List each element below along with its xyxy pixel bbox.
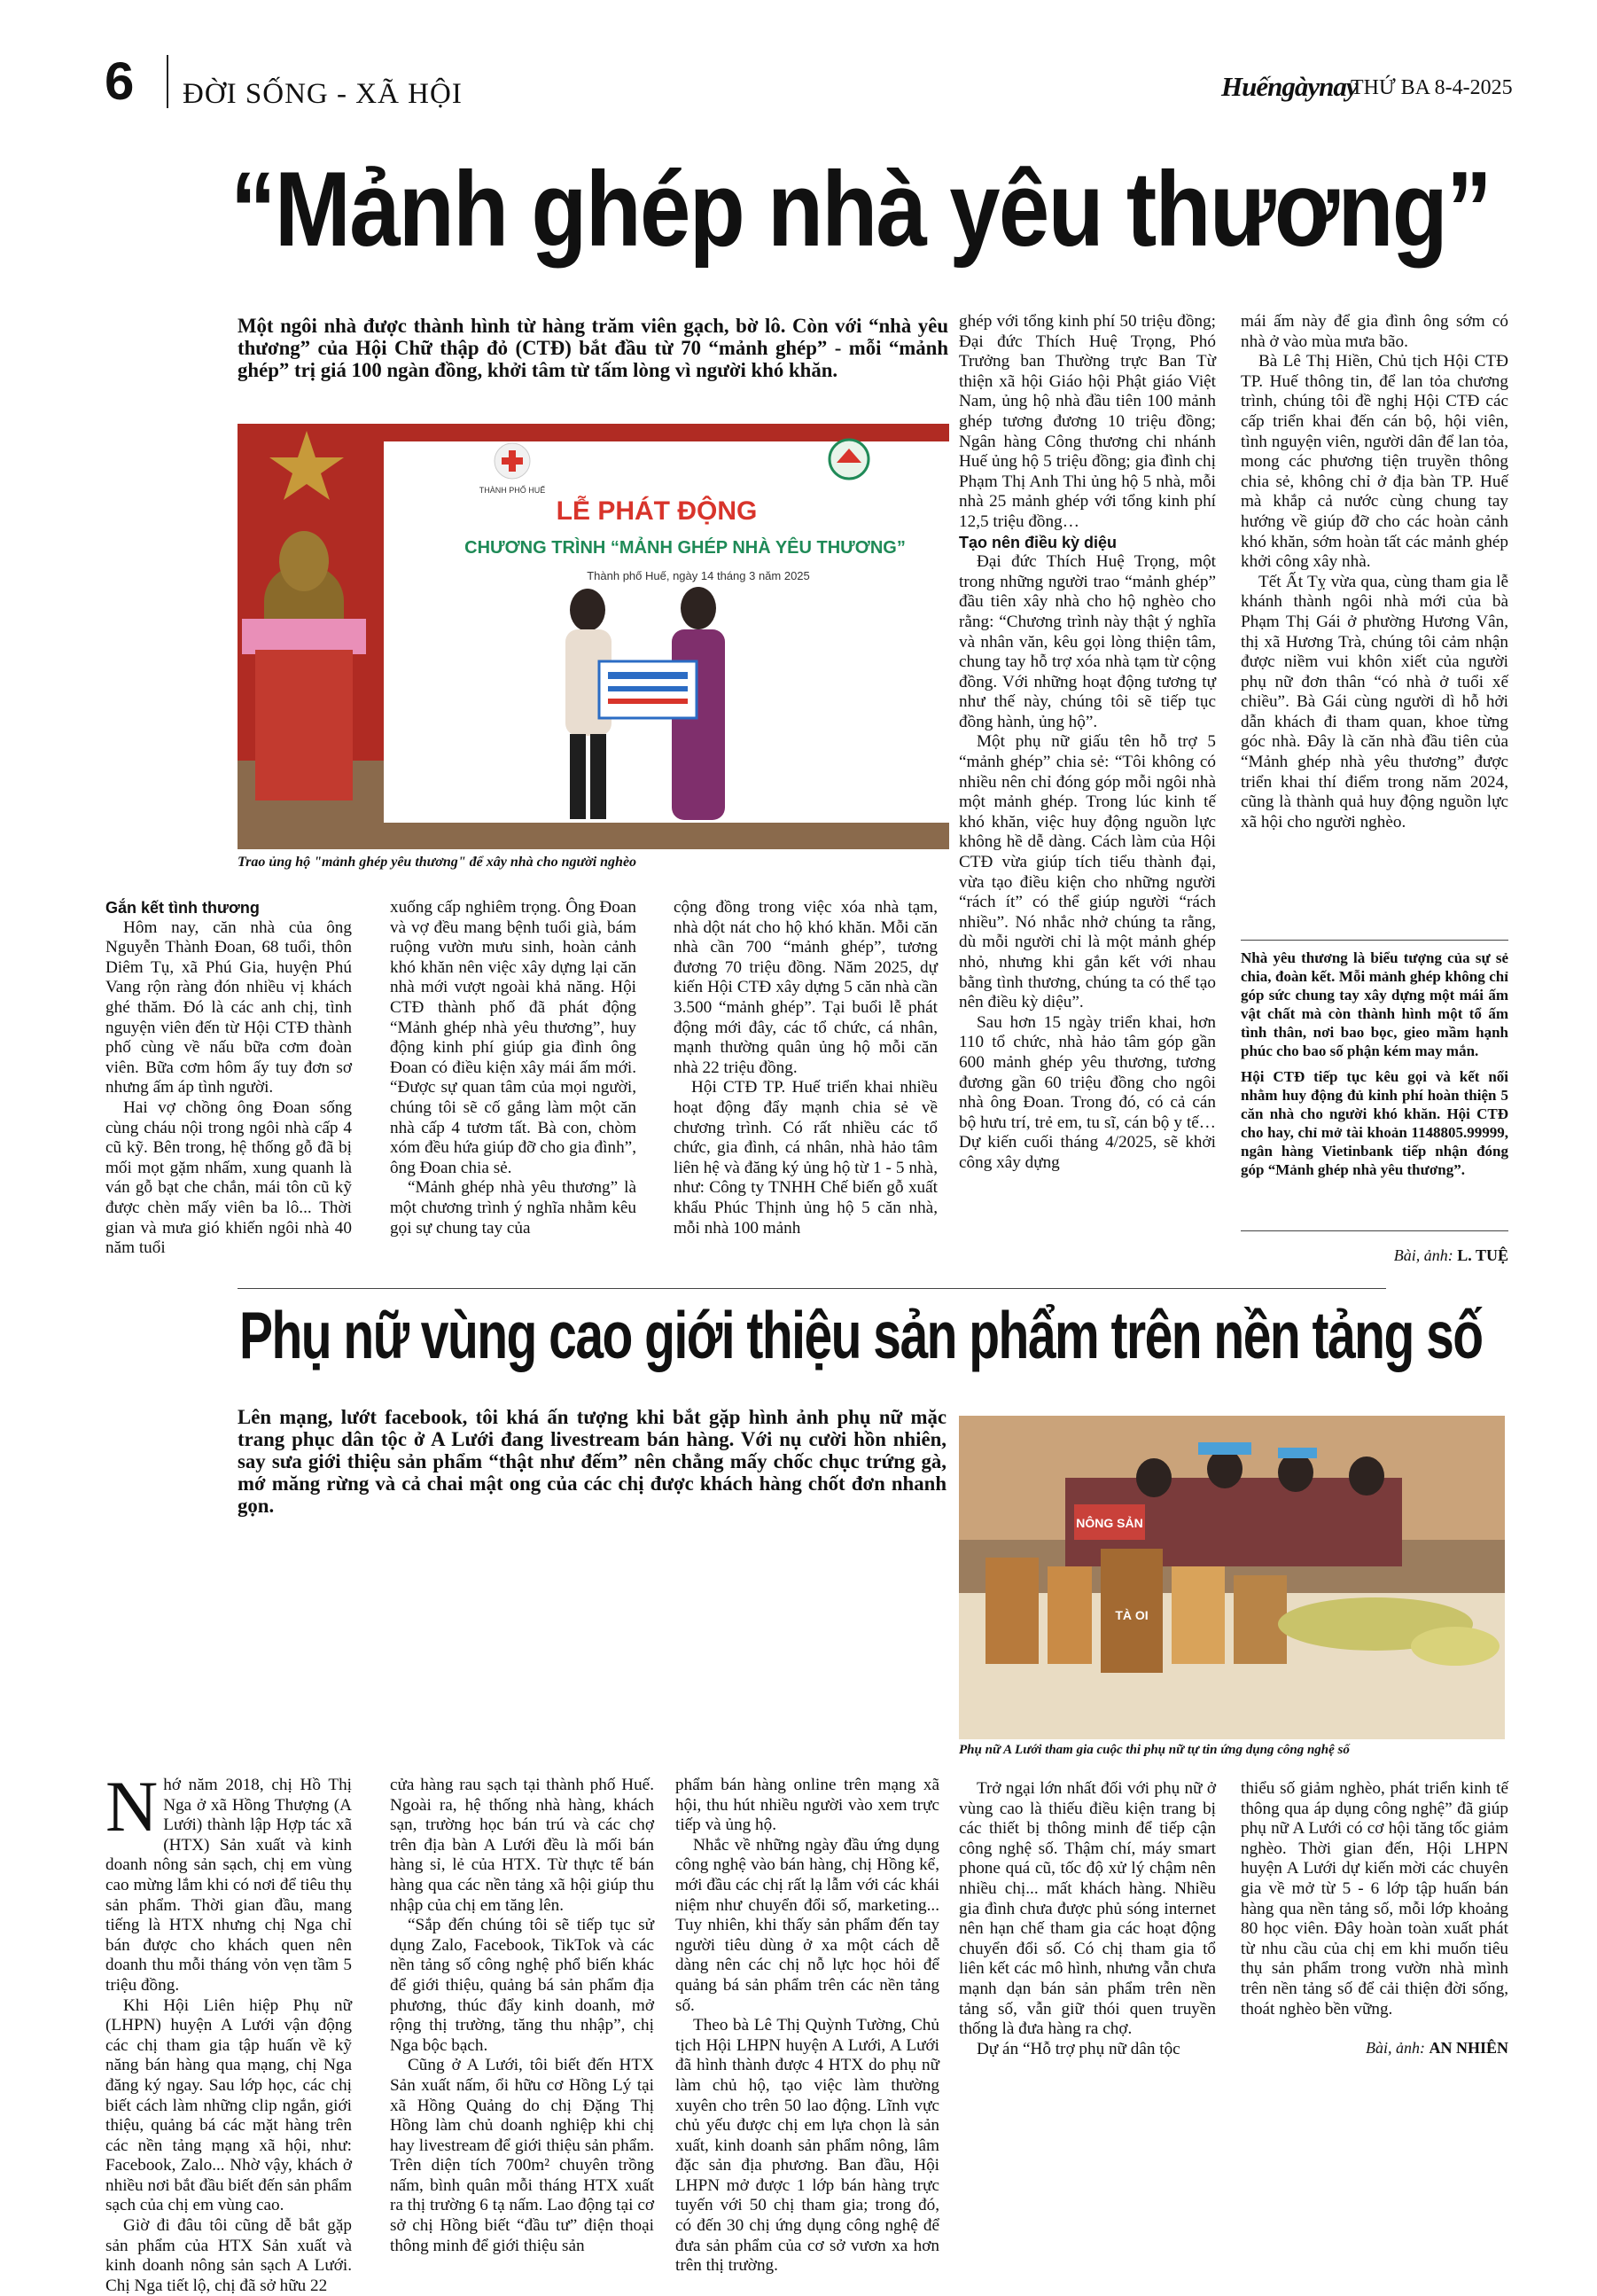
article2-photo bbox=[959, 1416, 1505, 1739]
paragraph: Tết Ất Tỵ vừa qua, cùng tham gia lễ khánh thành ngôi nhà mới của bà Phạm Thị Gái ở phường Hương Vân, thị xã Hương Trà, chúng tôi cảm nhận được niềm vui khôn xiết của người phụ nữ đơn thân “có nhà ở tuổi xế chiều”. Bà Gái cùng người dì hỗ hởi dẫn khách đi tham quan, khoe từng góc nhà. Đây là căn nhà đầu tiên của “Mảnh ghép nhà yêu thương” được triển khai thí điểm trong năm 2024, cũng là thành quả huy động nguồn lực xã hội cho người nghèo. bbox=[1241, 572, 1508, 832]
paragraph: Sau hơn 15 ngày triển khai, hơn 110 tổ chức, nhà hảo tâm góp gần 600 mảnh ghép yêu thương, tương đương gần 60 triệu đồng cho ngôi nhà ông Đoan. Trong đó, có cả cán bộ hưu trí, trẻ em, tu sĩ, cán bộ y tế… Dự kiến cuối tháng 4/2025, sẽ khởi công xây dựng bbox=[959, 1012, 1216, 1172]
booth-sign: NÔNG SẢN bbox=[1076, 1516, 1143, 1530]
article2-title: Phụ nữ vùng cao giới thiệu sản phẩm trên nền tảng số bbox=[239, 1298, 1483, 1372]
issue-date: THỨ BA 8-4-2025 bbox=[1351, 76, 1513, 99]
paragraph: Nhắc về những ngày đầu ứng dụng công nghệ vào bán hàng, chị Hồng kể, mới đầu các chị rất lạ lẫm với các khái niệm như chuyển đổi số, marketing... Tuy nhiên, khi thấy sản phẩm đến tay người tiêu dùng ở xa một cách dễ dàng nên các chị nỗ lực học hỏi để quảng bá sản phẩm trên các nền tảng số. bbox=[675, 1835, 939, 2015]
banner-logo-text: THÀNH PHỐ HUẾ bbox=[479, 486, 546, 495]
paragraph: Hôm nay, căn nhà của ông Nguyễn Thành Đoan, 68 tuổi, thôn Diêm Tụ, xã Phú Gia, huyện Phú Vang rộn ràng đón nhiều vị khách ghé thăm. Đó là các anh chị, tình nguyện viên đến từ Hội CTĐ thành phố cùng về nấu bữa cơm đoàn viên. Bữa cơm hôm ấy tuy đơn sơ nhưng ấm áp tình người. bbox=[105, 918, 352, 1097]
article2-column-2 bbox=[390, 1776, 654, 2256]
paragraph: Hai vợ chồng ông Đoan sống cùng cháu nội trong ngôi nhà cấp 4 cũ kỹ. Bên trong, hệ thống gỗ đã bị mối mọt gặm nhấm, xung quanh là ván gỗ bạt che chắn, mái tôn cũ kỹ được chèn mấy viên ba lô... Thời gian và mưa gió khiến ngôi nhà 40 năm tuổi bbox=[105, 1097, 352, 1258]
article2-byline: Bài, ảnh: AN NHIÊN bbox=[1365, 2039, 1508, 2057]
article1-column-1 bbox=[105, 898, 352, 1259]
paragraph: Bà Lê Thị Hiền, Chủ tịch Hội CTĐ TP. Huế thông tin, để lan tỏa chương trình, chúng tôi đề nghị Hội CTĐ các cấp triển khai đến cán bộ, hội viên, tình nguyện viên, người dân để lan tỏa, mong các phương tiện truyền thông chia sẻ, không chỉ ở địa bàn TP. Huế mà khắp cả nước cùng chung tay hướng về giúp đỡ cho các hoàn cảnh khó khăn, sớm hoàn tất các mảnh ghép khởi công xây nhà. bbox=[1241, 352, 1508, 572]
note-paragraph: Hội CTĐ tiếp tục kêu gọi và kết nối nhằm huy động đủ kinh phí hoàn thiện 5 căn nhà cho người khó khăn. Hội CTĐ cho hay, chỉ mở tài khoản 1148805.99999, ngân hàng Vietinbank tiếp nhận đóng góp “Mảnh ghép nhà yêu thương”. bbox=[1241, 1068, 1508, 1178]
article1-byline: Bài, ảnh: L. TUỆ bbox=[1393, 1246, 1508, 1264]
paragraph: cửa hàng rau sạch tại thành phố Huế. Ngoài ra, hệ thống nhà hàng, khách sạn, trường học bán trú và các chợ trên địa bàn A Lưới đều là mối bán hàng sỉ, lẻ của HTX. Từ thực tế bán hàng qua các nền tảng xã hội giúp thu nhập của chị em tăng lên. bbox=[390, 1776, 654, 1915]
paragraph: cộng đồng trong việc xóa nhà tạm, nhà dột nát cho hộ khó khăn. Mỗi căn nhà cần 700 “mảnh ghép”, tương đương 70 triệu đồng. Năm 2025, dự kiến Hội CTĐ xây dựng 5 căn nhà cần 3.500 “mảnh ghép”. Tại buổi lễ phát động mới đây, các tổ chức, cá nhân, mạnh thường quân ủng hộ mỗi căn nhà 22 triệu đồng. bbox=[674, 898, 938, 1077]
article2-lead: Lên mạng, lướt facebook, tôi khá ấn tượng khi bắt gặp hình ảnh phụ nữ mặc trang phục dân tộc ở A Lưới đang livestream bán hàng. Với nụ cười hồn nhiên, say sưa giới thiệu sản phẩm “thật như đếm” nên chẳng mấy chốc chục trứng gà, mớ măng rừng và cả chai mật ong của các chị được khách hàng chốt đơn nhanh gọn. bbox=[238, 1406, 947, 1517]
note-divider bbox=[1241, 940, 1508, 941]
article1-column-2 bbox=[390, 898, 636, 1238]
paragraph: thiểu số giảm nghèo, phát triển kinh tế thông qua áp dụng công nghệ” đã giúp phụ nữ A Lưới có cơ hội tăng tốc giảm nghèo. Thời gian đến, Hội LHPN huyện A Lưới dự kiến mời các chuyên gia về mở từ 5 - 6 lớp tập huấn bán hàng qua nền tảng số, mỗi lớp khoảng 80 học viên. Đây hoàn toàn xuất phát từ nhu cầu của chị em khi muốn tiêu thụ sản phẩm trong vườn nhà mình trên nền tảng số để cải thiện đời sống, thoát nghèo bền vững. bbox=[1241, 1779, 1508, 2019]
paragraph: Một phụ nữ giấu tên hỗ trợ 5 “mảnh ghép” chia sẻ: “Tôi không có nhiều nên chỉ đóng góp mỗi ngôi nhà một mảnh ghép. Trong lúc kinh tế khó khăn, việc huy động nguồn lực không hề dễ dàng. Cách làm của Hội CTĐ vừa giúp tích tiểu thành đại, vừa tạo điều kiện cho những người “rách ít” có thể giúp người “rách nhiều”. Nó nhắc nhở chúng ta rằng, dù mỗi người chỉ là một mảnh ghép nhỏ, nhưng khi gắn kết với nhau bằng tình thương, chúng ta có thể tạo nên điều kỳ diệu”. bbox=[959, 732, 1216, 1012]
paragraph: Theo bà Lê Thị Quỳnh Tường, Chủ tịch Hội LHPN huyện A Lưới, A Lưới đã hình thành được 4 HTX do phụ nữ làm chủ hộ, tạo việc làm thường xuyên cho trên 50 lao động. Lĩnh vực chủ yếu được chị em lựa chọn là sản xuất, kinh doanh sản phẩm nông, lâm đặc sản địa phương. Ban đầu, Hội LHPN mở được 1 lớp bán hàng trực tuyến với 50 chị tham gia; trong đó, có đến 30 chị ứng dụng công nghệ để đưa sản phẩm của cơ sở vươn xa hơn trên thị trường. bbox=[675, 2016, 939, 2276]
paragraph: Cũng ở A Lưới, tôi biết đến HTX Sản xuất nấm, ổi hữu cơ Hồng Lý tại xã Hồng Quảng do chị Đặng Thị Hồng làm chủ doanh nghiệp khi chị hay livestream để giới thiệu sản phẩm. Trên diện tích 700m² chuyên trồng nấm, bình quân mỗi tháng HTX xuất ra thị trường 6 tạ nấm. Lao động tại cơ sở chị Hồng biết “đầu tư” điện thoại thông minh để giới thiệu sản bbox=[390, 2056, 654, 2255]
paragraph: Trở ngại lớn nhất đối với phụ nữ ở vùng cao là thiếu điều kiện trang bị các thiết bị thông minh để tiếp cận công nghệ số. Thậm chí, máy smart phone quá cũ, tốc độ xử lý chậm nên nhiều chị... mất khách hàng. Nhiều gia đình chưa được phủ sóng internet nên hạn chế tham gia các hoạt động chuyển đổi số. Có chị tham gia tổ liên kết các mô hình, nhưng vẫn chưa mạnh dạn bán sản phẩm trên nền tảng số, vẫn giữ thói quen truyền thống là đưa hàng ra chợ. bbox=[959, 1779, 1216, 2039]
article1-column-5 bbox=[1241, 312, 1508, 832]
paragraph: Hội CTĐ TP. Huế triển khai nhiều hoạt động đẩy mạnh chia sẻ về chương trình. Có rất nhiều các tổ chức, gia đình, cá nhân, nhà hảo tâm liên hệ và đăng ký ủng hộ từ 1 - 5 nhà, như: Công ty TNHH Chế biến gỗ xuất khẩu Phúc Thịnh ủng hộ 5 căn nhà, mỗi nhà 100 mảnh bbox=[674, 1078, 938, 1238]
article1-title: “Mảnh ghép nhà yêu thương” bbox=[230, 150, 1492, 269]
paragraph: phẩm bán hàng online trên mạng xã hội, thu hút nhiều người vào xem trực tiếp và ủng hộ. bbox=[675, 1776, 939, 1835]
article2-column-4 bbox=[959, 1779, 1216, 2059]
article1-column-3 bbox=[674, 898, 938, 1238]
banner-date: Thành phố Huế, ngày 14 tháng 3 năm 2025 bbox=[587, 569, 810, 582]
paragraph: “Sắp đến chúng tôi sẽ tiếp tục sử dụng Zalo, Facebook, TikTok và các nền tảng số công nghệ phổ biến khác để giới thiệu, quảng bá sản phẩm địa phương, thúc đẩy kinh doanh, mở rộng thị trường, tăng thu nhập”, chị Nga bộc bạch. bbox=[390, 1916, 654, 2055]
article2-photo-caption: Phụ nữ A Lưới tham gia cuộc thi phụ nữ tự tin ứng dụng công nghệ số bbox=[959, 1743, 1350, 1757]
dropcap: N bbox=[105, 1766, 159, 1847]
product-label: TÀ OI bbox=[1115, 1608, 1149, 1622]
paragraph: mái ấm này để gia đình ông sớm có nhà ở vào mùa mưa bão. bbox=[1241, 312, 1508, 351]
note-divider bbox=[1241, 1230, 1508, 1231]
paragraph: xuống cấp nghiêm trọng. Ông Đoan và vợ đều mang bệnh tuổi già, bám ruộng vườn mưu sinh, hoàn cảnh khó khăn nên việc xây dựng lại căn nhà mới vượt ngoài khả năng. Hội CTĐ thành phố đã phát động “Mảnh ghép nhà yêu thương”, huy động kinh phí giúp gia đình ông Đoan có điều kiện xây mái ấm mới. “Được sự quan tâm của mọi người, chúng tôi sẽ cố gắng làm một căn nhà cấp 4 tươm tất. Bà con, chòm xóm đều hứa giúp đỡ cho gia đình”, ông Đoan chia sẻ. bbox=[390, 898, 636, 1177]
paragraph: ghép với tổng kinh phí 50 triệu đồng; Đại đức Thích Huệ Trọng, Phó Trưởng ban Thường trực Ban Từ thiện xã hội Giáo hội Phật giáo Việt Nam, ủng hộ nhà đầu tiên 100 mảnh ghép tương đương 10 triệu đồng; Ngân hàng Công thương chi nhánh Huế ủng hộ 5 triệu đồng; gia đình chị Phạm Thị Anh Thi ủng hộ 5 nhà, mỗi nhà 25 mảnh ghép với tổng kinh phí 12,5 triệu đồng… bbox=[959, 312, 1216, 531]
article1-lead: Một ngôi nhà được thành hình từ hàng trăm viên gạch, bờ lô. Còn với “nhà yêu thương” của Hội Chữ thập đỏ (CTĐ) bắt đầu từ 70 “mảnh ghép” - mỗi “mảnh ghép” trị giá 100 ngàn đồng, khởi tâm từ tấm lòng vì người khó khăn. bbox=[238, 315, 948, 381]
article1-note-box bbox=[1241, 949, 1508, 1186]
newspaper-logo: Huếngàynay bbox=[1221, 71, 1358, 102]
subhead-tao-nen: Tạo nên điều kỳ diệu bbox=[959, 533, 1118, 551]
article2-column-5 bbox=[1241, 1779, 1508, 2019]
paragraph: Giờ đi đâu tôi cũng dễ bắt gặp sản phẩm của HTX Sản xuất và kinh doanh nông sản sạch A Lưới. Chị Nga tiết lộ, chị đã sở hữu 22 bbox=[105, 2216, 352, 2295]
article2-column-3 bbox=[675, 1776, 939, 2276]
article-separator bbox=[238, 1288, 1386, 1289]
paragraph: Dự án “Hỗ trợ phụ nữ dân tộc bbox=[977, 2039, 1180, 2058]
article1-column-4 bbox=[959, 312, 1216, 1174]
article2-column-1 bbox=[105, 1766, 352, 2296]
header-divider bbox=[167, 55, 168, 108]
paragraph: Đại đức Thích Huệ Trọng, một trong những người trao “mảnh ghép” đầu tiên xây nhà cho hộ nghèo cho rằng: “Chương trình này thật ý nghĩa và nhân văn, kêu gọi lòng thiện tâm, chung tay hỗ trợ xóa nhà tạm từ cộng đồng. Với những hoạt động tương tự như thế này, chúng tôi sẽ tiếp tục đồng hành, ủng hộ”. bbox=[959, 552, 1216, 731]
banner-subtitle: CHƯƠNG TRÌNH “MẢNH GHÉP NHÀ YÊU THƯƠNG” bbox=[464, 538, 906, 558]
article1-photo-caption: Trao ủng hộ "mảnh ghép yêu thương" để xây nhà cho người nghèo bbox=[238, 855, 637, 870]
note-paragraph: Nhà yêu thương là biểu tượng của sự sẻ chia, đoàn kết. Mỗi mảnh ghép không chỉ góp sức chung tay xây dựng một mái ấm vật chất mà còn thành hình một tổ ấm tình thân, nơi bao bọc, gieo mầm hạnh phúc cho bao số phận kém may mắn. bbox=[1241, 949, 1508, 1059]
paragraph: Khi Hội Liên hiệp Phụ nữ (LHPN) huyện A Lưới vận động các chị tham gia tập huấn về kỹ năng bán hàng qua mạng, chị Nga đăng ký ngay. Sau lớp học, các chị biết cách làm những clip ngắn, giới thiệu, quảng bá các mặt hàng trên các nền tảng mạng xã hội, như: Facebook, Zalo... Nhờ vậy, khách ở nhiều nơi bắt đầu biết đến sản phẩm sạch của chị em vùng cao. bbox=[105, 1995, 352, 2215]
paragraph: “Mảnh ghép nhà yêu thương” là một chương trình ý nghĩa nhằm kêu gọi sự chung tay của bbox=[390, 1178, 636, 1238]
banner-title: LỄ PHÁT ĐỘNG bbox=[556, 496, 758, 526]
paragraph: hớ năm 2018, chị Hồ Thị Nga ở xã Hồng Thượng (A Lưới) thành lập Hợp tác xã (HTX) Sản xuất và kinh doanh nông sản sạch, chị em vùng cao mừng lắm khi có nơi để tiêu thụ sản phẩm. Thời gian đầu, mang tiếng là HTX nhưng chị Nga chỉ bán được cho khách quen nên doanh thu mỗi tháng vỏn vẹn tầm 5 triệu đồng. bbox=[105, 1776, 352, 1995]
section-title: ĐỜI SỐNG - XÃ HỘI bbox=[183, 78, 463, 110]
article1-photo bbox=[238, 424, 949, 849]
subhead-gan-ket: Gắn kết tình thương bbox=[105, 899, 260, 917]
page-number: 6 bbox=[105, 51, 135, 111]
